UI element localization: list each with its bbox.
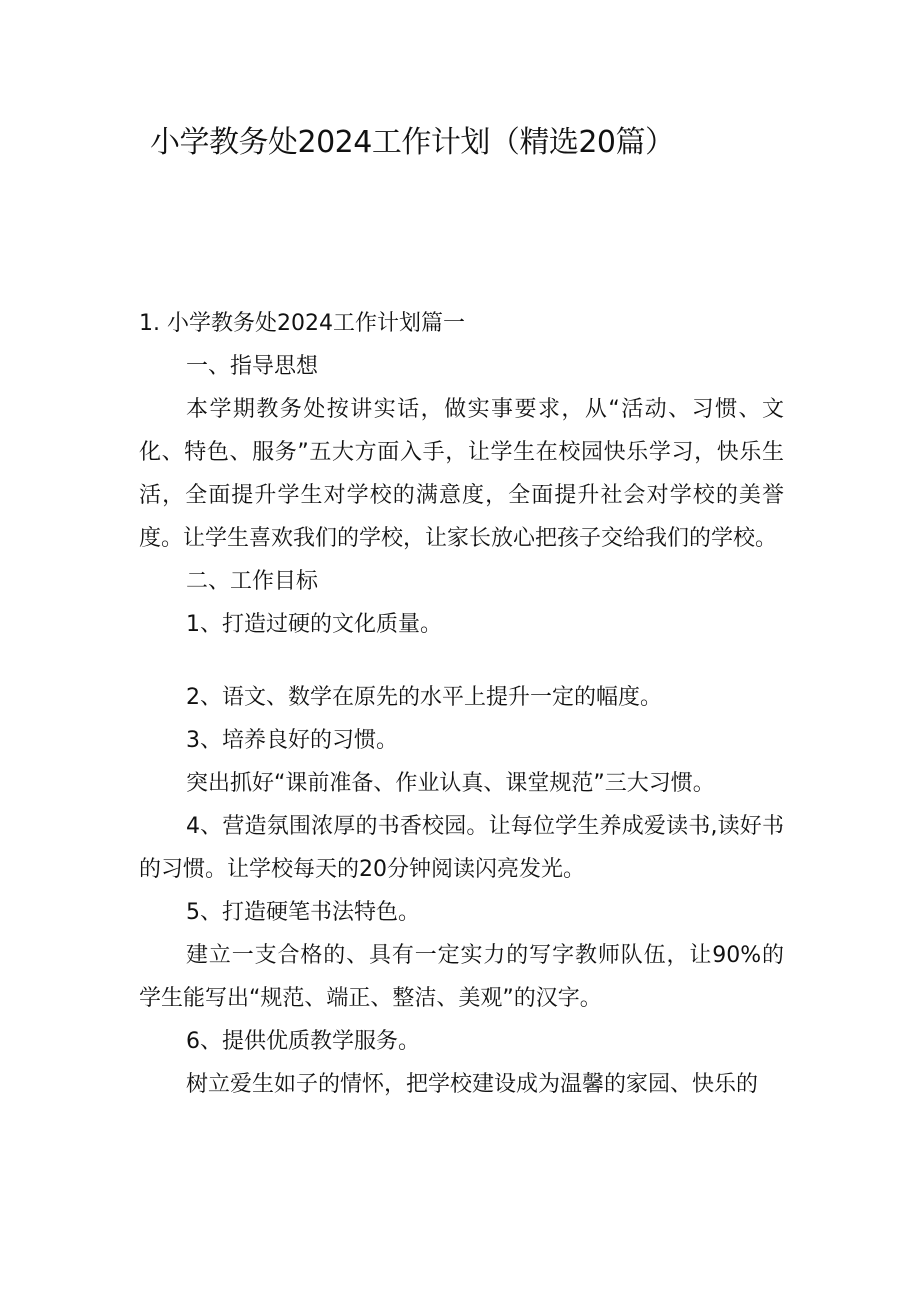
goal-item-4: 4、营造氛围浓厚的书香校园。让每位学生养成爱读书,读好书的习惯。让学校每天的20分钟阅读闪亮发光。 [139,814,784,882]
goal-item-3: 3、培养良好的习惯。 [186,728,398,753]
goal-item-2: 2、语文、数学在原先的水平上提升一定的幅度。 [186,685,662,710]
goal-item-5-detail: 建立一支合格的、具有一定实力的写字教师队伍，让90%的学生能写出“规范、端正、整洁、美观”的汉字。 [139,943,784,1011]
goal-item-6-detail: 树立爱生如子的情怀，把学校建设成为温馨的家园、快乐的 [186,1072,759,1097]
subheading-guiding-ideology: 一、指导思想 [186,354,319,379]
document-title: 小学教务处2024工作计划（精选20篇） [150,125,675,160]
goal-item-5: 5、打造硬笔书法特色。 [186,900,420,925]
goal-item-6: 6、提供优质教学服务。 [186,1029,420,1054]
document-body [139,302,784,1106]
paragraph-guiding-ideology: 本学期教务处按讲实话，做实事要求，从“活动、习惯、文化、特色、服务”五大方面入手，让学生在校园快乐学习，快乐生活，全面提升学生对学校的满意度，全面提升社会对学校的美誉度。让学生喜欢我们的学校，让家长放心把孩子交给我们的学校。 [139,397,784,551]
goal-item-3-detail: 突出抓好“课前准备、作业认真、课堂规范”三大习惯。 [186,771,715,796]
section-heading: 1. 小学教务处2024工作计划篇一 [139,311,465,336]
subheading-work-goals: 二、工作目标 [186,569,319,594]
goal-item-1: 1、打造过硬的文化质量。 [186,612,442,637]
